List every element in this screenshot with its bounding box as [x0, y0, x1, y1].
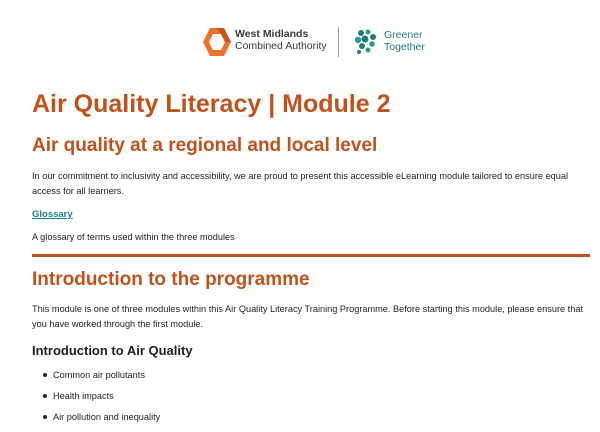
- topic-list: [32, 368, 160, 431]
- bullet-icon: [43, 415, 47, 419]
- programme-heading: Introduction to the programme: [32, 269, 310, 290]
- page-title: Air Quality Literacy | Module 2: [32, 90, 391, 118]
- wmca-name-line1: West Midlands: [235, 28, 309, 40]
- air-quality-section-heading: Introduction to Air Quality: [32, 343, 193, 358]
- glossary-description: A glossary of terms used within the three modules: [32, 232, 235, 242]
- list-item: [32, 368, 160, 389]
- bullet-icon: [43, 373, 47, 377]
- gt-name-line1: Greener: [384, 29, 423, 41]
- wmca-logo-text: [235, 28, 327, 52]
- site-header: [0, 22, 600, 62]
- greener-together-logo-icon: [353, 28, 379, 56]
- intro-paragraph: In our commitment to inclusivity and accessibility, we are proud to present this accessible eLearning module tailored to ensure equal access for all learners.: [32, 171, 569, 196]
- list-item: [32, 410, 160, 431]
- bullet-icon: [43, 394, 47, 398]
- greener-together-logo-text: [384, 29, 425, 53]
- list-item-label: Health impacts: [53, 391, 114, 401]
- wmca-name-line2: Combined Authority: [235, 40, 327, 52]
- logo-divider: [338, 27, 339, 57]
- page-subtitle: Air quality at a regional and local level: [32, 135, 378, 156]
- list-item-label: Air pollution and inequality: [53, 412, 161, 422]
- gt-name-line2: Together: [384, 41, 425, 53]
- list-item: [32, 389, 160, 410]
- section-divider: [32, 254, 590, 257]
- programme-description: This module is one of three modules within this Air Quality Literacy Training Programme. Before starting this module, please ensure that you have worked through the first module.: [32, 304, 584, 329]
- glossary-link[interactable]: Glossary: [32, 209, 73, 220]
- wmca-logo-icon: [201, 26, 233, 58]
- list-item-label: Common air pollutants: [53, 370, 145, 380]
